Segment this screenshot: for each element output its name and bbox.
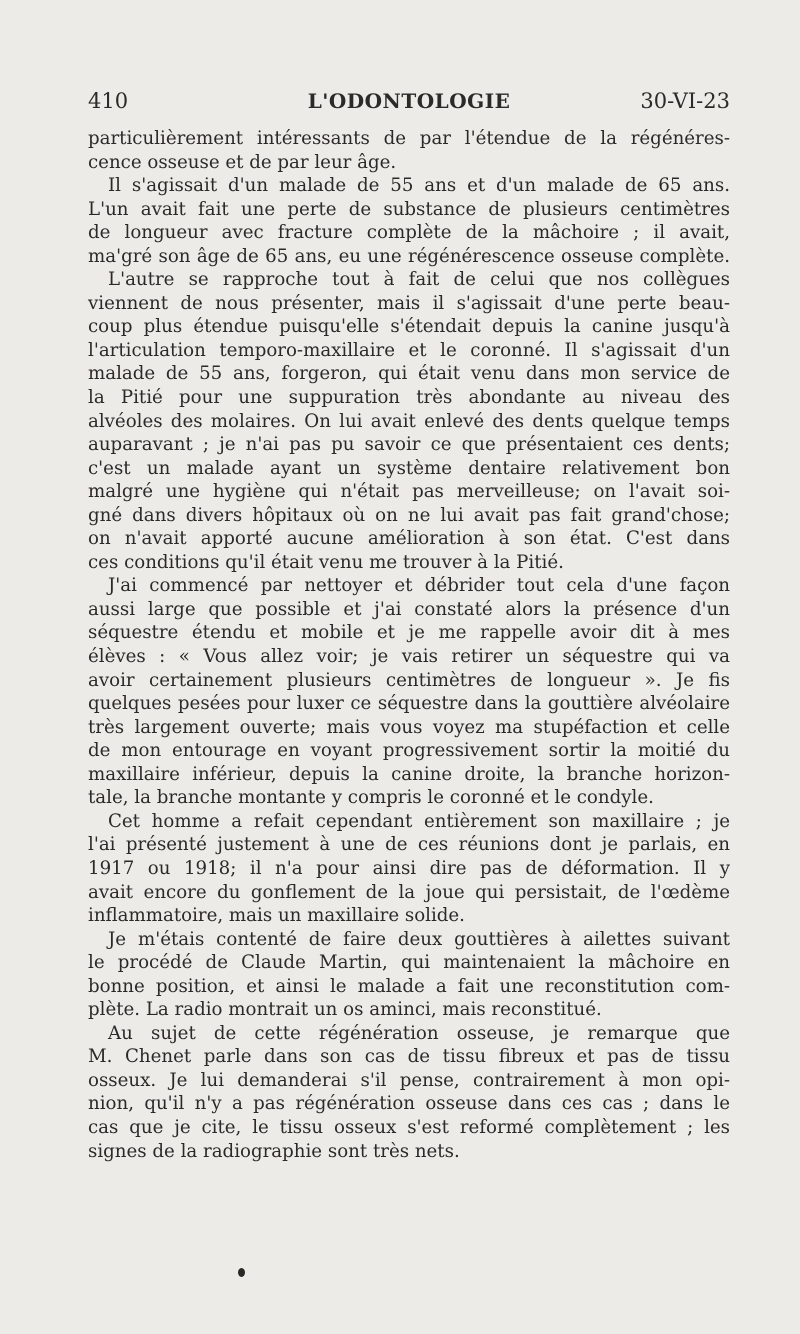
text-line: la Pitié pour une suppuration très abondante au niveau des — [88, 387, 730, 409]
text-line: avoir certainement plusieurs centimètres de longueur ». Je fis — [88, 669, 730, 691]
text-line: L'un avait fait une perte de substance de plusieurs centimètres — [88, 198, 730, 220]
text-line: plète. La radio montrait un os aminci, mais reconstitué. — [88, 999, 602, 1021]
text-line: gné dans divers hôpitaux où on ne lui avait pas fait grand'chose; — [88, 504, 730, 526]
text-line: inflammatoire, mais un maxillaire solide. — [88, 905, 465, 927]
text-line: coup plus étendue puisqu'elle s'étendait depuis la canine jusqu'à — [88, 316, 730, 338]
text-line: l'articulation temporo-maxillaire et le coronné. Il s'agissait d'un — [88, 339, 730, 361]
text-line: 1917 ou 1918; il n'a pour ainsi dire pas de déformation. Il y — [88, 857, 730, 879]
article-body — [88, 127, 730, 1163]
text-line: Au sujet de cette régénération osseuse, je remarque que — [108, 1022, 730, 1044]
journal-title: L'ODONTOLOGIE — [307, 89, 511, 113]
text-line: alvéoles des molaires. On lui avait enlevé des dents quelque temps — [88, 410, 730, 432]
text-line: élèves : « Vous allez voir; je vais retirer un séquestre qui va — [88, 646, 730, 668]
text-line: séquestre étendu et mobile et je me rappelle avoir dit à mes — [88, 622, 730, 644]
text-line: bonne position, et ainsi le malade a fait une reconstitution com- — [88, 975, 730, 997]
text-line: cence osseuse et de par leur âge. — [88, 151, 397, 173]
text-line: J'ai commencé par nettoyer et débrider tout cela d'une façon — [108, 575, 730, 597]
text-line: quelques pesées pour luxer ce séquestre dans la gouttière alvéolaire — [88, 693, 730, 715]
text-line: le procédé de Claude Martin, qui maintenaient la mâchoire en — [88, 952, 730, 974]
text-line: ma'gré son âge de 65 ans, eu une régénérescence osseuse complète. — [88, 245, 730, 267]
text-line: de longueur avec fracture complète de la mâchoire ; il avait, — [88, 222, 730, 244]
text-line: particulièrement intéressants de par l'étendue de la régénéres- — [88, 128, 730, 149]
text-line: auparavant ; je n'ai pas pu savoir ce que présentaient ces dents; — [88, 434, 730, 456]
text-line: L'autre se rapproche tout à fait de celui que nos collègues — [108, 269, 730, 291]
ink-spot — [238, 1268, 245, 1277]
text-line: ces conditions qu'il était venu me trouver à la Pitié. — [88, 551, 564, 573]
text-line: tale, la branche montante y compris le coronné et le condyle. — [88, 787, 654, 809]
text-line: on n'avait apporté aucune amélioration à son état. C'est dans — [88, 528, 730, 550]
text-line: malgré une hygiène qui n'était pas merveilleuse; on l'avait soi- — [88, 481, 730, 503]
text-line: M. Chenet parle dans son cas de tissu fibreux et pas de tissu — [88, 1046, 730, 1068]
text-line: cas que je cite, le tissu osseux s'est reformé complètement ; les — [88, 1116, 730, 1138]
running-header — [88, 88, 730, 116]
issue-date: 30-VI-23 — [640, 89, 730, 113]
text-line: aussi large que possible et j'ai constaté alors la présence d'un — [88, 598, 730, 620]
text-line: Il s'agissait d'un malade de 55 ans et d'un malade de 65 ans. — [108, 175, 730, 197]
text-line: viennent de nous présenter, mais il s'agissait d'une perte beau- — [88, 292, 730, 314]
text-line: très largement ouverte; mais vous voyez ma stupéfaction et celle — [88, 716, 730, 738]
text-line: maxillaire inférieur, depuis la canine droite, la branche horizon- — [88, 763, 730, 785]
text-line: c'est un malade ayant un système dentaire relativement bon — [88, 457, 730, 479]
text-line: Cet homme a refait cependant entièrement son maxillaire ; je — [108, 810, 730, 832]
text-line: Je m'étais contenté de faire deux gouttières à ailettes suivant — [108, 928, 730, 950]
text-line: avait encore du gonflement de la joue qui persistait, de l'œdème — [88, 881, 730, 903]
text-line: nion, qu'il n'y a pas régénération osseuse dans ces cas ; dans le — [88, 1093, 730, 1115]
page-number: 410 — [88, 89, 129, 113]
text-line: signes de la radiographie sont très nets. — [88, 1140, 460, 1162]
text-line: l'ai présenté justement à une de ces réunions dont je parlais, en — [88, 834, 730, 856]
text-line: de mon entourage en voyant progressivement sortir la moitié du — [88, 740, 730, 762]
text-line: malade de 55 ans, forgeron, qui était venu dans mon service de — [88, 363, 730, 385]
text-line: osseux. Je lui demanderai s'il pense, contrairement à mon opi- — [88, 1069, 730, 1091]
